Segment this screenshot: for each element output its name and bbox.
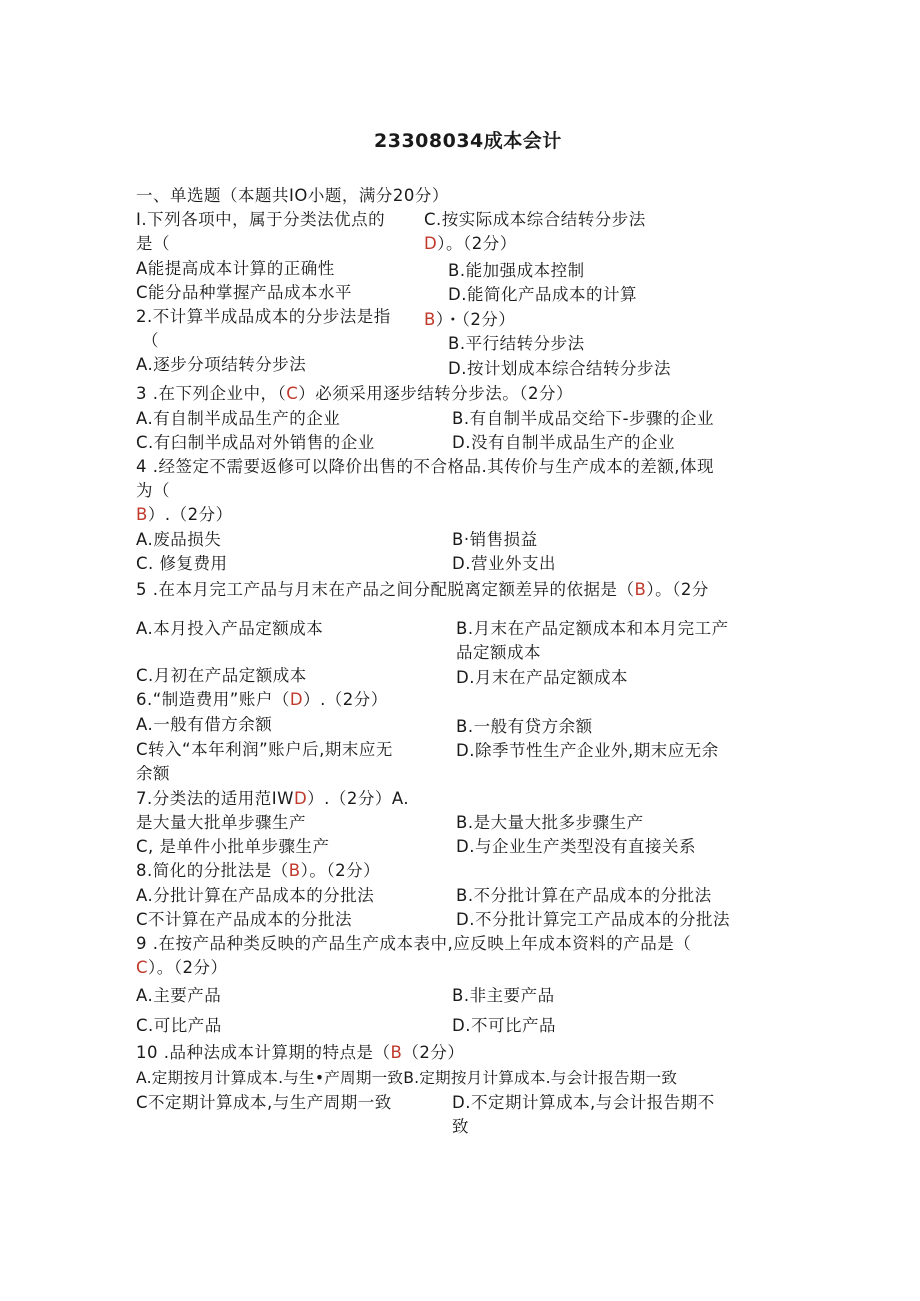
q2-option-d: D.按计划成本综合结转分步法 <box>448 359 671 378</box>
q4-option-d: D.营业外支出 <box>452 554 556 573</box>
q3-option-c: C.有臼制半成品对外销售的企业 <box>136 433 375 452</box>
q4-answer: B <box>136 505 148 524</box>
q1-stem-2: 是（ <box>136 234 170 253</box>
q5-stem: 5 .在本月完工产品与月末在产品之间分配脱离定额差异的依据是（B）。（2分 <box>136 580 709 599</box>
q10-option-d: D.不定期计算成本,与会计报告期不 <box>452 1093 715 1112</box>
q9-stem: 9 .在按产品种类反映的产品生产成本表中,应反映上年成本资料的产品是（ <box>136 934 692 953</box>
q10-option-c: C不定期计算成本,与生产周期一致 <box>136 1093 392 1112</box>
q9-option-b: B.非主要产品 <box>452 986 555 1005</box>
q2-answer: B <box>424 310 436 329</box>
q4-option-c: C. 修复费用 <box>136 554 228 573</box>
q3-answer: C <box>286 384 299 403</box>
q4-stem-2: 为（ <box>136 481 170 500</box>
q5-option-b-cont: 品定额成本 <box>456 643 541 662</box>
q1-stem: I.下列各项中，属于分类法优点的 <box>136 210 386 229</box>
q4-option-b: B·销售损益 <box>452 530 538 549</box>
q5-option-d: D.月末在产品定额成本 <box>456 668 628 687</box>
q8-option-d: D.不分批计算完工产品成本的分批法 <box>456 910 730 929</box>
q6-option-a: A.一般有借方余额 <box>136 715 273 734</box>
q9-option-c: C.可比产品 <box>136 1016 222 1035</box>
section-heading: 一、单选题（本题共IO小题，满分20分） <box>136 186 449 205</box>
q9-answer-line: C）。（2分） <box>136 958 228 977</box>
q3-stem: 3 .在下列企业中，（C）必须采用逐步结转分步法。（2分） <box>136 384 574 403</box>
q4-stem: 4 .经签定不需要返修可以降价出售的不合格品.其传价与生产成本的差额,体现 <box>136 457 714 476</box>
q1-option-b: B.能加强成本控制 <box>448 261 585 280</box>
q7-option-d: D.与企业生产类型没有直接关系 <box>456 837 696 856</box>
q8-answer: B <box>288 861 301 880</box>
q1-option-c: C能分品种掌握产品成本水平 <box>136 283 353 302</box>
page-title: 23308034成本会计 <box>374 130 562 152</box>
q8-stem: 8.简化的分批法是（B）。（2分） <box>136 861 381 880</box>
q10-option-d-cont: 致 <box>452 1117 469 1136</box>
q1-answer-line: D）。（2分） <box>424 234 517 253</box>
q4-answer-line: B）.（2分） <box>136 505 233 524</box>
q9-option-d: D.不可比产品 <box>452 1016 556 1035</box>
q7-option-b: B.是大量大批多步骤生产 <box>456 813 644 832</box>
q6-option-c: C转入“本年利润”账户后,期末应无 <box>136 740 393 759</box>
q6-answer: D <box>289 690 304 709</box>
q8-option-b: B.不分批计算在产品成本的分批法 <box>456 886 712 905</box>
q9-option-a: A.主要产品 <box>136 986 222 1005</box>
q3-option-b: B.有自制半成品交给下-步骤的企业 <box>452 409 715 428</box>
q8-option-a: A.分批计算在产品成本的分批法 <box>136 886 375 905</box>
q1-option-a: A能提高成本计算的正确性 <box>136 259 335 278</box>
q7-answer: D <box>293 789 308 808</box>
q5-answer: B <box>634 580 647 599</box>
q2-stem: 2.不计算半成品成本的分步法是指 <box>136 307 391 326</box>
q6-option-c-cont: 余额 <box>136 764 170 783</box>
q7-stem: 7.分类法的适用范IWD）.（2分）A. <box>136 789 410 808</box>
q3-option-d: D.没有自制半成品生产的企业 <box>452 433 675 452</box>
q2-option-b: B.平行结转分步法 <box>448 334 585 353</box>
q7-option-c: C, 是单件小批单步骤生产 <box>136 837 330 856</box>
q2-option-a: A.逐步分项结转分步法 <box>136 355 307 374</box>
q10-option-a-b: A.定期按月计算成本.与生•产周期一致B.定期按月计算成本.与会计报告期一致 <box>136 1069 678 1087</box>
q2-stem-2: （ <box>142 331 159 350</box>
q2-answer-line: B）・（2分） <box>424 310 516 329</box>
q3-option-a: A.有自制半成品生产的企业 <box>136 409 341 428</box>
q4-option-a: A.废品损失 <box>136 530 222 549</box>
q7-option-a: 是大量大批单步骤生产 <box>136 813 306 832</box>
q10-stem: 10 .品种法成本计算期的特点是（B（2分） <box>136 1043 465 1062</box>
q6-stem: 6.“制造费用”账户（D）.（2分） <box>136 690 388 709</box>
q5-option-b: B.月末在产品定额成本和本月完工产 <box>456 619 729 638</box>
q1-answer: D <box>424 234 438 253</box>
q9-answer: C <box>136 958 149 977</box>
q1-stem-cont: C.按实际成本综合结转分步法 <box>424 210 646 229</box>
q8-option-c: C不计算在产品成本的分批法 <box>136 910 353 929</box>
q6-option-d: D.除季节性生产企业外,期末应无余 <box>456 741 719 760</box>
q6-option-b: B.一般有贷方余额 <box>456 717 593 736</box>
q1-option-d: D.能简化产品成本的计算 <box>448 285 637 304</box>
q10-answer: B <box>390 1043 403 1062</box>
q5-option-c: C.月初在产品定额成本 <box>136 666 307 685</box>
q5-option-a: A.本月投入产品定额成本 <box>136 619 324 638</box>
